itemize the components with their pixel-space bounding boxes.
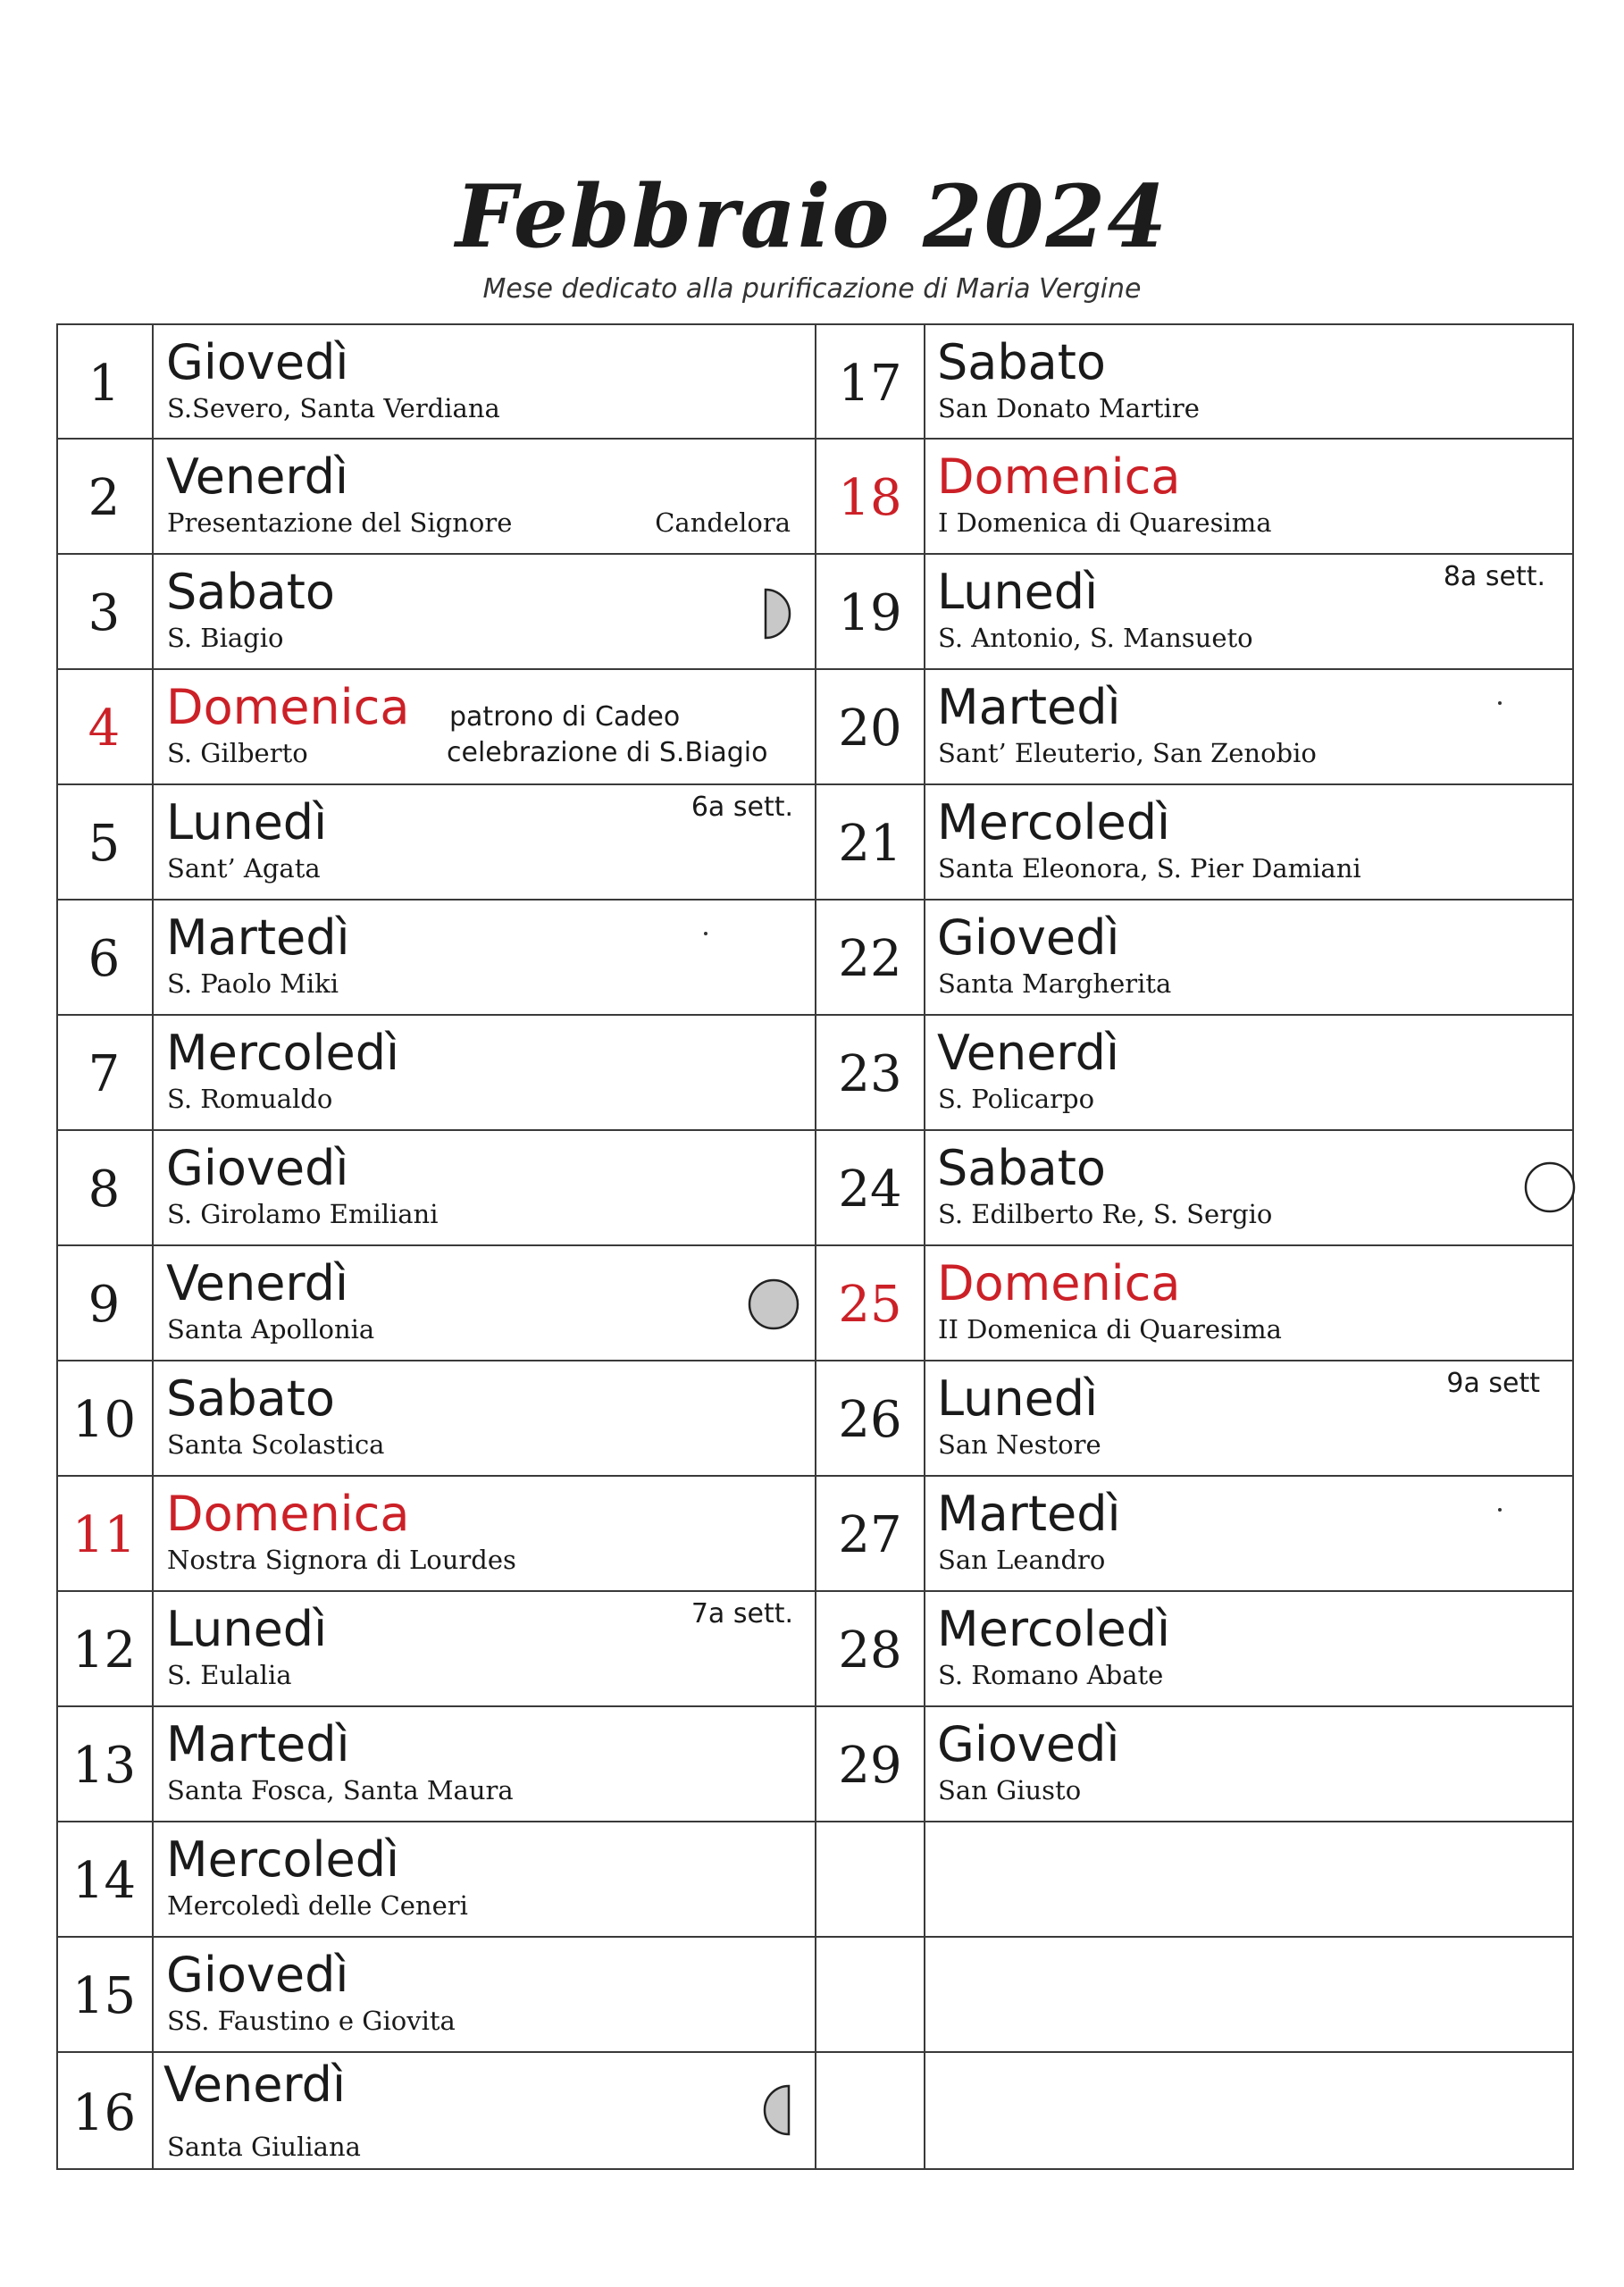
day-row [56, 438, 815, 552]
day-row [56, 1014, 815, 1128]
day-number: 26 [838, 1391, 902, 1449]
weekday-name: Sabato [166, 564, 335, 620]
saint-name: I Domenica di Quaresima [938, 507, 1272, 538]
saint-name: San Donato Martire [938, 393, 1200, 423]
saint-name: Santa Giuliana [167, 2132, 361, 2162]
feast-note: Candelora [655, 507, 791, 538]
day-number: 3 [88, 584, 121, 642]
day-number: 20 [838, 700, 902, 758]
weekday-name: Lunedì [166, 1601, 328, 1657]
day-row [56, 1936, 815, 2050]
grid-line [1572, 323, 1574, 2170]
day-number: 12 [71, 1621, 137, 1680]
day-number: 14 [71, 1852, 137, 1910]
saint-name: Sant’ Agata [167, 853, 321, 884]
weekday-name: Giovedì [166, 334, 349, 390]
feast-note: celebrazione di S.Biagio [447, 737, 768, 768]
day-number: 24 [838, 1160, 902, 1219]
day-number: 9 [88, 1276, 121, 1334]
weekday-name: Lunedì [937, 564, 1099, 620]
weekday-name: Venerdì [163, 2057, 346, 2113]
weekday-name: Giovedì [937, 909, 1120, 966]
saint-name: Santa Eleonora, S. Pier Damiani [938, 853, 1361, 884]
dot-mark [1498, 1508, 1502, 1512]
saint-name: S. Paolo Miki [167, 968, 339, 999]
saint-name: Santa Scolastica [167, 1429, 385, 1460]
saint-name: Santa Fosca, Santa Maura [167, 1775, 514, 1805]
weekday-name: Sabato [937, 334, 1106, 390]
dot-mark [1498, 701, 1502, 705]
day-row [816, 1360, 1572, 1474]
day-row [56, 323, 815, 438]
saint-name: S. Romualdo [167, 1084, 333, 1114]
saint-name: San Nestore [938, 1429, 1101, 1460]
day-number: 6 [88, 930, 121, 988]
weekday-name: Giovedì [166, 1947, 349, 2003]
day-number: 4 [88, 700, 121, 758]
saint-name: S. Policarpo [938, 1084, 1095, 1114]
saint-name: S. Antonio, S. Mansueto [938, 623, 1253, 653]
day-number: 23 [838, 1045, 902, 1103]
weekday-name: Lunedì [166, 794, 328, 850]
day-number: 11 [71, 1506, 137, 1564]
calendar-grid [56, 323, 1574, 2170]
page-title: Febbraio 2024 [455, 166, 1169, 267]
saint-name: SS. Faustino e Giovita [167, 2006, 456, 2036]
day-number: 13 [71, 1737, 137, 1795]
day-number: 8 [88, 1160, 121, 1219]
weekday-name: Mercoledì [937, 794, 1171, 850]
day-row [56, 1360, 815, 1474]
day-row [816, 438, 1572, 552]
weekday-name: Sabato [166, 1370, 335, 1427]
day-row [816, 668, 1572, 783]
day-number: 27 [838, 1506, 902, 1564]
saint-name: Mercoledì delle Ceneri [167, 1890, 468, 1921]
week-number: 6a sett. [691, 792, 793, 823]
day-row [816, 1014, 1572, 1128]
weekday-name: Martedì [166, 1716, 350, 1772]
weekday-name: Martedì [937, 1486, 1121, 1542]
saint-name: San Giusto [938, 1775, 1082, 1805]
day-row [56, 1821, 815, 1935]
weekday-name: Mercoledì [166, 1831, 400, 1888]
day-row [816, 783, 1572, 898]
day-row [816, 1129, 1572, 1244]
first-quarter-icon [758, 587, 794, 641]
saint-name: S. Edilberto Re, S. Sergio [938, 1199, 1273, 1229]
weekday-name: Giovedì [937, 1716, 1120, 1772]
saint-name: S.Severo, Santa Verdiana [167, 393, 500, 423]
day-number: 22 [838, 930, 902, 988]
day-row [56, 783, 815, 898]
weekday-name: Venerdì [166, 1255, 348, 1311]
day-row [56, 553, 815, 667]
day-number: 15 [71, 1967, 137, 2025]
saint-name: S. Eulalia [167, 1660, 292, 1690]
day-row [56, 1590, 815, 1705]
day-row [56, 1244, 815, 1359]
day-row [56, 1129, 815, 1244]
saint-name: San Leandro [938, 1545, 1106, 1575]
weekday-name: Domenica [166, 679, 410, 735]
full-moon-icon [1522, 1160, 1578, 1215]
weekday-name: Martedì [937, 679, 1121, 735]
new-moon-icon [746, 1277, 801, 1332]
weekday-name: Martedì [166, 909, 350, 966]
weekday-name: Venerdì [937, 1025, 1119, 1081]
week-number: 8a sett. [1443, 561, 1545, 592]
page-subtitle: Mese dedicato alla purificazione di Maria Vergine [482, 273, 1142, 305]
saint-name: Nostra Signora di Lourdes [167, 1545, 516, 1575]
day-row [56, 899, 815, 1013]
saint-name: S. Gilberto [167, 738, 308, 768]
week-number: 7a sett. [691, 1598, 793, 1629]
day-row [816, 1705, 1572, 1820]
weekday-name: Domenica [937, 1255, 1181, 1311]
saint-name: Santa Margherita [938, 968, 1172, 999]
weekday-name: Lunedì [937, 1370, 1099, 1427]
day-row [816, 323, 1572, 438]
day-number: 2 [88, 469, 121, 527]
day-number: 7 [88, 1045, 121, 1103]
day-row [816, 553, 1572, 667]
weekday-name: Venerdì [166, 448, 348, 505]
saint-name: S. Romano Abate [938, 1660, 1164, 1690]
dot-mark [704, 932, 707, 935]
saint-name: Sant’ Eleuterio, San Zenobio [938, 738, 1317, 768]
weekday-name: Domenica [166, 1486, 410, 1542]
saint-name: Santa Apollonia [167, 1314, 375, 1345]
saint-name: S. Girolamo Emiliani [167, 1199, 439, 1229]
day-number: 25 [838, 1276, 902, 1334]
weekday-name: Sabato [937, 1140, 1106, 1196]
saint-name: S. Biagio [167, 623, 284, 653]
week-number: 9a sett [1446, 1368, 1540, 1399]
day-row [56, 2051, 815, 2168]
day-row [56, 1475, 815, 1589]
day-row [56, 1705, 815, 1820]
weekday-name: Domenica [937, 448, 1181, 505]
day-number: 28 [838, 1621, 902, 1680]
day-number: 5 [88, 815, 121, 873]
day-row [816, 899, 1572, 1013]
day-number: 16 [71, 2084, 137, 2142]
day-number: 29 [838, 1737, 902, 1795]
day-row [816, 1590, 1572, 1705]
day-number: 10 [71, 1391, 137, 1449]
day-row [816, 1475, 1572, 1589]
feast-note: patrono di Cadeo [449, 701, 681, 733]
saint-name: Presentazione del Signore [167, 507, 513, 538]
day-row [56, 668, 815, 783]
day-number: 17 [838, 355, 902, 413]
weekday-name: Giovedì [166, 1140, 349, 1196]
day-number: 19 [838, 584, 902, 642]
day-number: 21 [838, 815, 902, 873]
day-number: 1 [88, 355, 121, 413]
weekday-name: Mercoledì [937, 1601, 1171, 1657]
weekday-name: Mercoledì [166, 1025, 400, 1081]
last-quarter-icon [760, 2083, 796, 2137]
day-row [816, 1244, 1572, 1359]
day-number: 18 [838, 469, 902, 527]
saint-name: II Domenica di Quaresima [938, 1314, 1282, 1345]
